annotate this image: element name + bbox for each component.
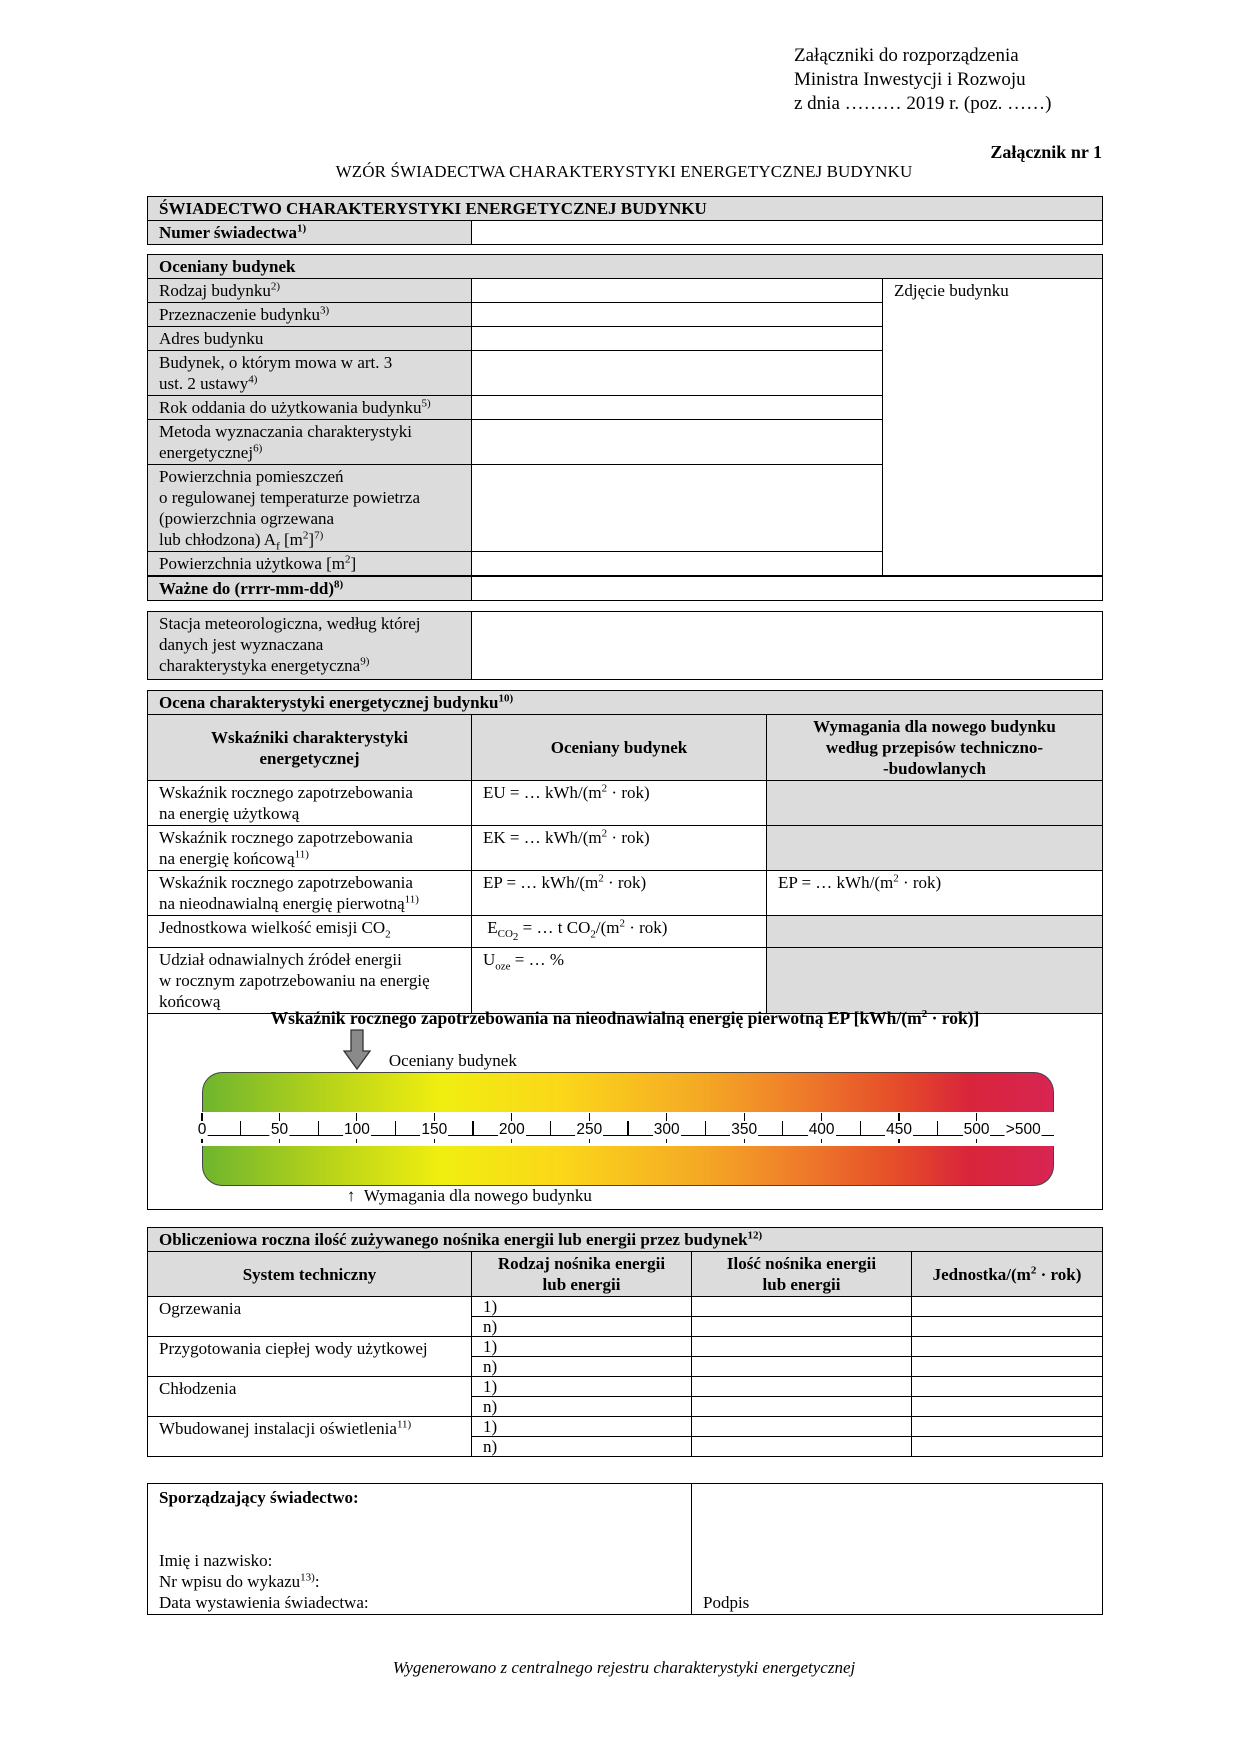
scale-tick-label: 50 <box>270 1121 289 1138</box>
building-type-label: Rodzaj budynku$^{2)}$ <box>148 279 472 303</box>
carrier-item-first[interactable]: 1) <box>472 1297 692 1317</box>
assessment-col-indicators: Wskaźniki charakterystyki energetycznej <box>148 715 472 781</box>
scale-tick-label: 150 <box>421 1121 448 1138</box>
ep-scale <box>147 1007 1103 1210</box>
energy-consumption-table <box>147 1227 1103 1457</box>
consumption-system-name: Wbudowanej instalacji oświetlenia$^{11)}$ <box>148 1417 472 1457</box>
certificate-number-label: Numer świadectwa$^{1)}$ <box>148 221 472 245</box>
building-year-label: Rok oddania do użytkowania budynku$^{5)}$ <box>148 396 472 420</box>
quantity-item-last[interactable] <box>692 1437 912 1457</box>
scale-minor-tick <box>318 1121 319 1135</box>
indicator-ek-value: EK = … kWh/$(m^2 \cdot rok)$ <box>472 826 767 871</box>
scale-minor-tick <box>937 1121 938 1135</box>
assessment-col-requirements: Wymagania dla nowego budynku według przepisów techniczno- -budowlanych <box>767 715 1103 781</box>
building-year-field[interactable] <box>472 396 883 420</box>
header-line-3: z dnia ……… 2019 r. (poz. ……) <box>794 93 1052 114</box>
consumption-row <box>148 1337 1103 1357</box>
indicator-ep-requirement: EP = … kWh/$(m^2 \cdot rok)$ <box>767 871 1103 916</box>
carrier-item-last[interactable]: n) <box>472 1357 692 1377</box>
scale-tick-label: 350 <box>731 1121 758 1138</box>
signature-label: Podpis <box>703 1593 750 1612</box>
quantity-item-last[interactable] <box>692 1317 912 1337</box>
indicator-eu-label: Wskaźnik rocznego zapotrzebowania na energię użytkową <box>148 781 472 826</box>
regulation-header <box>794 44 1052 116</box>
carrier-item-last[interactable]: n) <box>472 1317 692 1337</box>
assessment-col-evaluated: Oceniany budynek <box>472 715 767 781</box>
consumption-col-quantity: Ilość nośnika energii lub energii <box>692 1252 912 1297</box>
scale-minor-tick <box>627 1121 628 1135</box>
building-useful-area-field[interactable] <box>472 552 883 576</box>
valid-until-table <box>147 576 1103 601</box>
scale-tick-label: 100 <box>343 1121 370 1138</box>
building-method-label: Metoda wyznaczania charakterystyki energetycznej$^{6)}$ <box>148 420 472 465</box>
scale-minor-tick <box>705 1121 706 1135</box>
ep-scale-axis <box>202 1135 1054 1136</box>
quantity-item-first[interactable] <box>692 1297 912 1317</box>
building-art3-label: Budynek, o którym mowa w art. 3 ust. 2 ustawy$^{4)}$ <box>148 351 472 396</box>
unit-item-first[interactable] <box>912 1377 1103 1397</box>
consumption-row <box>148 1377 1103 1397</box>
indicator-ep-value: EP = … kWh/$(m^2 \cdot rok)$ <box>472 871 767 916</box>
building-type-field[interactable] <box>472 279 883 303</box>
author-table <box>147 1483 1103 1615</box>
indicator-eu-requirement <box>767 781 1103 826</box>
unit-item-last[interactable] <box>912 1437 1103 1457</box>
form-title: WZÓR ŚWIADECTWA CHARAKTERYSTYKI ENERGETYCZNEJ BUDYNKU <box>335 162 913 181</box>
consumption-col-unit: Jednostka/$(m^2 \cdot rok)$ <box>912 1252 1103 1297</box>
valid-until-field[interactable] <box>472 577 1103 601</box>
indicator-co2-value: $E_{CO_2}$ = … t $CO_2/(m^2 \cdot rok)$ <box>472 916 767 948</box>
quantity-item-last[interactable] <box>692 1397 912 1417</box>
ep-scale-title: Wskaźnik rocznego zapotrzebowania na nieodnawialną energię pierwotną EP $[kWh/(m^2 \cdot rok)]$ <box>270 1008 980 1028</box>
scale-tick-label: >500 <box>1005 1121 1041 1138</box>
certificate-number-field[interactable] <box>472 221 1103 245</box>
up-arrow-icon: ↑ <box>346 1186 356 1205</box>
scale-tick-label: 0 <box>197 1121 207 1138</box>
unit-item-first[interactable] <box>912 1297 1103 1317</box>
author-date-label: Data wystawienia świadectwa: <box>159 1593 369 1612</box>
building-heated-area-label: Powierzchnia pomieszczeń o regulowanej temperaturze powietrza (powierzchnia ogrzewana lub chłodzona) $A_f$ $[m^2]^{7)}$ <box>148 465 472 552</box>
building-address-label: Adres budynku <box>148 327 472 351</box>
unit-item-last[interactable] <box>912 1357 1103 1377</box>
building-photo-label: Zdjęcie budynku <box>894 281 1009 300</box>
indicator-ek-requirement <box>767 826 1103 871</box>
scale-tick-label: 450 <box>886 1121 913 1138</box>
building-purpose-label: Przeznaczenie budynku$^{3)}$ <box>148 303 472 327</box>
carrier-item-last[interactable]: n) <box>472 1437 692 1457</box>
building-useful-area-label: Powierzchnia użytkowa $[m^2]$ <box>148 552 472 576</box>
carrier-item-first[interactable]: 1) <box>472 1417 692 1437</box>
new-building-requirement-label: ↑ Wymagania dla nowego budynku <box>346 1186 592 1205</box>
consumption-system-name: Chłodzenia <box>148 1377 472 1417</box>
certificate-title: ŚWIADECTWO CHARAKTERYSTYKI ENERGETYCZNEJ BUDYNKU <box>148 197 1103 221</box>
scale-minor-tick <box>550 1121 551 1135</box>
building-table <box>147 254 1103 576</box>
indicator-co2-requirement <box>767 916 1103 948</box>
energy-assessment-table <box>147 690 1103 1014</box>
scale-minor-tick <box>240 1121 241 1135</box>
consumption-col-carrier: Rodzaj nośnika energii lub energii <box>472 1252 692 1297</box>
building-art3-field[interactable] <box>472 351 883 396</box>
unit-item-last[interactable] <box>912 1397 1103 1417</box>
weather-station-field[interactable] <box>472 612 1103 680</box>
carrier-item-last[interactable]: n) <box>472 1397 692 1417</box>
scale-tick-label: 200 <box>498 1121 525 1138</box>
header-line-1: Załączniki do rozporządzenia <box>794 45 1019 66</box>
author-name-label: Imię i nazwisko: <box>159 1551 273 1570</box>
building-purpose-field[interactable] <box>472 303 883 327</box>
weather-station-table <box>147 611 1103 680</box>
quantity-item-first[interactable] <box>692 1377 912 1397</box>
scale-tick-label: 250 <box>576 1121 603 1138</box>
quantity-item-first[interactable] <box>692 1417 912 1437</box>
scale-minor-tick <box>395 1121 396 1135</box>
ep-scale-bar-top <box>202 1072 1054 1112</box>
scale-minor-tick <box>472 1121 473 1135</box>
scale-tick-label: 400 <box>808 1121 835 1138</box>
indicator-oze-value: $U_{oze}$ = … % <box>472 948 767 1014</box>
building-method-field[interactable] <box>472 420 883 465</box>
author-details <box>148 1484 692 1615</box>
scale-tick-label: 500 <box>963 1121 990 1138</box>
consumption-system-name: Ogrzewania <box>148 1297 472 1337</box>
scale-tick-label: 300 <box>653 1121 680 1138</box>
evaluated-building-label: Oceniany budynek <box>388 1051 517 1070</box>
indicator-eu-value: EU = … kWh/$(m^2 \cdot rok)$ <box>472 781 767 826</box>
indicator-oze-requirement <box>767 948 1103 1014</box>
unit-item-first[interactable] <box>912 1337 1103 1357</box>
building-section-title: Oceniany budynek <box>148 255 1103 279</box>
author-register-label: Nr wpisu do wykazu$^{13)}$: <box>159 1571 320 1591</box>
building-address-field[interactable] <box>472 327 883 351</box>
building-photo-area <box>883 279 1103 576</box>
valid-until-label: Ważne do (rrrr-mm-dd)$^{8)}$ <box>148 577 472 601</box>
consumption-row <box>148 1297 1103 1317</box>
indicator-ep-label: Wskaźnik rocznego zapotrzebowania na nieodnawialną energię pierwotną$^{11)}$ <box>148 871 472 916</box>
ep-scale-bar-bottom <box>202 1146 1054 1186</box>
carrier-item-first[interactable]: 1) <box>472 1337 692 1357</box>
building-heated-area-field[interactable] <box>472 465 883 552</box>
quantity-item-first[interactable] <box>692 1337 912 1357</box>
indicator-oze-label: Udział odnawialnych źródeł energii w rocznym zapotrzebowaniu na energię końcową <box>148 948 472 1014</box>
consumption-row <box>148 1417 1103 1437</box>
unit-item-last[interactable] <box>912 1317 1103 1337</box>
footer-note: Wygenerowano z centralnego rejestru charakterystyki energetycznej <box>392 1658 856 1677</box>
assessment-title: Ocena charakterystyki energetycznej budynku$^{10)}$ <box>148 691 1103 715</box>
indicator-co2-label: Jednostkowa wielkość emisji $CO_2$ <box>148 916 472 948</box>
consumption-system-name: Przygotowania ciepłej wody użytkowej <box>148 1337 472 1377</box>
header-line-2: Ministra Inwestycji i Rozwoju <box>794 69 1026 90</box>
weather-station-label: Stacja meteorologiczna, według której danych jest wyznaczana charakterystyka energetyczna$^{9)}$ <box>148 612 472 680</box>
carrier-item-first[interactable]: 1) <box>472 1377 692 1397</box>
certificate-header-table <box>147 196 1103 245</box>
scale-minor-tick <box>860 1121 861 1135</box>
consumption-title: Obliczeniowa roczna ilość zużywanego nośnika energii lub energii przez budynek$^{12)}$ <box>148 1228 1103 1252</box>
signature-field[interactable] <box>692 1484 1103 1615</box>
quantity-item-last[interactable] <box>692 1357 912 1377</box>
unit-item-first[interactable] <box>912 1417 1103 1437</box>
evaluated-building-arrow-icon <box>343 1029 371 1071</box>
annex-number: Załącznik nr 1 <box>990 142 1102 162</box>
author-title: Sporządzający świadectwo: <box>159 1488 359 1507</box>
consumption-col-system: System techniczny <box>148 1252 472 1297</box>
indicator-ek-label: Wskaźnik rocznego zapotrzebowania na energię końcową$^{11)}$ <box>148 826 472 871</box>
scale-minor-tick <box>782 1121 783 1135</box>
